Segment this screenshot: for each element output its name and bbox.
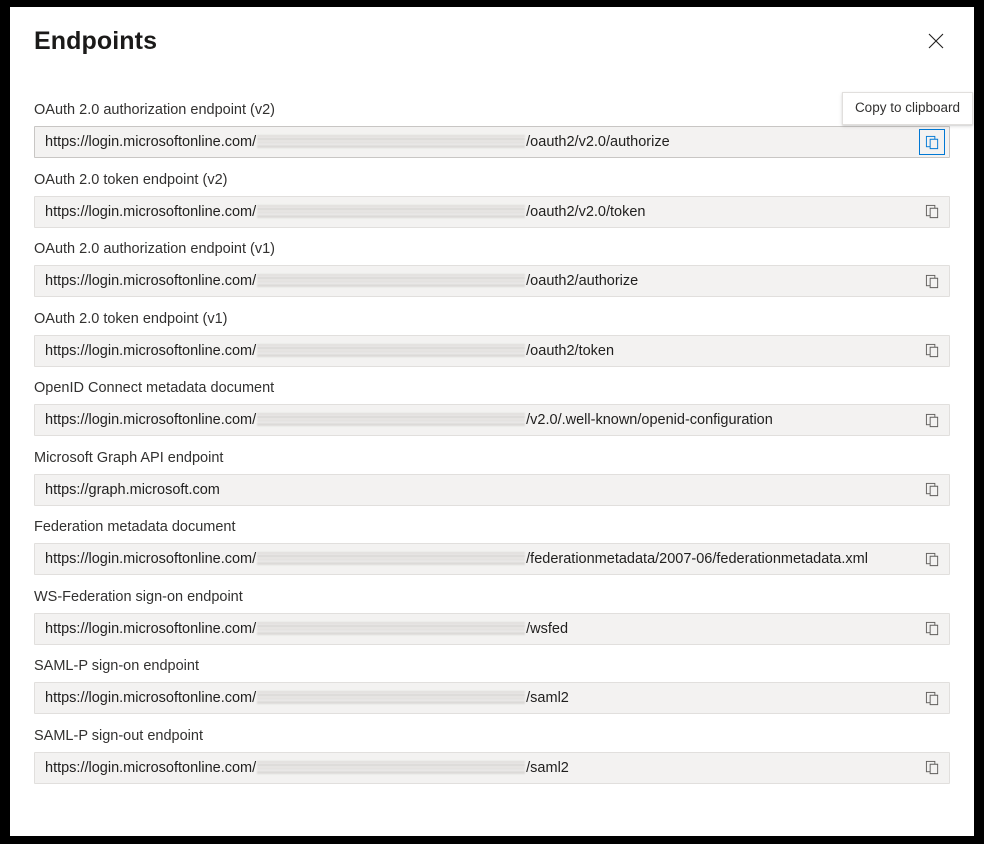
endpoint-row xyxy=(34,474,950,506)
endpoint-url-prefix: https://login.microsoftonline.com/ xyxy=(45,134,257,150)
redacted-tenant-id xyxy=(257,413,525,426)
endpoints-list xyxy=(10,79,974,784)
endpoint-field xyxy=(34,727,950,784)
copy-icon[interactable] xyxy=(919,755,945,781)
endpoint-value[interactable] xyxy=(35,475,949,505)
redacted-tenant-id xyxy=(257,622,525,635)
endpoint-url-prefix: https://login.microsoftonline.com/ xyxy=(45,273,257,289)
endpoint-field xyxy=(34,588,950,645)
redacted-tenant-id xyxy=(257,691,525,704)
endpoint-label: OpenID Connect metadata document xyxy=(34,380,275,396)
endpoint-field xyxy=(34,518,950,575)
endpoint-url-suffix: /wsfed xyxy=(526,620,569,637)
endpoint-url-prefix: https://login.microsoftonline.com/ xyxy=(45,759,257,776)
endpoint-url-suffix: /saml2 xyxy=(526,759,569,776)
endpoint-field xyxy=(34,240,950,297)
redacted-tenant-id xyxy=(257,135,525,148)
endpoint-row xyxy=(34,404,950,436)
endpoint-value[interactable] xyxy=(35,683,949,713)
redacted-tenant-id xyxy=(257,344,525,357)
endpoint-field xyxy=(34,449,950,506)
endpoint-field xyxy=(34,379,950,436)
endpoint-row xyxy=(34,126,950,158)
endpoint-label: OAuth 2.0 token endpoint (v1) xyxy=(34,310,228,327)
endpoint-value[interactable] xyxy=(35,197,949,227)
endpoint-url-suffix: /oauth2/token xyxy=(526,342,615,359)
endpoint-row xyxy=(34,335,950,367)
endpoint-label: OAuth 2.0 token endpoint (v2) xyxy=(34,171,228,188)
endpoint-row xyxy=(34,613,950,645)
copy-icon[interactable] xyxy=(919,199,945,225)
endpoint-url-suffix: /oauth2/v2.0/authorize xyxy=(526,134,670,150)
redacted-tenant-id xyxy=(257,274,525,287)
endpoint-url-prefix: https://login.microsoftonline.com/ xyxy=(45,342,257,359)
endpoint-value[interactable] xyxy=(35,127,949,157)
endpoint-value[interactable] xyxy=(35,614,949,644)
copy-icon[interactable] xyxy=(919,268,945,294)
redacted-tenant-id xyxy=(257,205,525,218)
endpoint-url-prefix: https://login.microsoftonline.com/ xyxy=(45,690,257,706)
endpoint-label: OAuth 2.0 authorization endpoint (v2) xyxy=(34,102,276,118)
endpoint-label: WS-Federation sign-on endpoint xyxy=(34,588,243,605)
close-icon[interactable] xyxy=(920,25,952,57)
redacted-tenant-id xyxy=(257,552,525,565)
endpoint-field xyxy=(34,101,950,158)
endpoint-url-prefix: https://login.microsoftonline.com/ xyxy=(45,412,257,428)
endpoint-value[interactable] xyxy=(35,336,949,366)
copy-icon[interactable] xyxy=(919,407,945,433)
copy-tooltip: Copy to clipboard xyxy=(842,92,973,125)
endpoint-url-prefix: https://login.microsoftonline.com/ xyxy=(45,620,257,637)
copy-icon[interactable] xyxy=(919,616,945,642)
endpoint-field xyxy=(34,310,950,367)
endpoint-value[interactable] xyxy=(35,753,949,783)
endpoint-label: Microsoft Graph API endpoint xyxy=(34,449,224,466)
endpoint-value[interactable] xyxy=(35,266,949,296)
redacted-tenant-id xyxy=(257,761,525,774)
endpoint-value[interactable] xyxy=(35,405,949,435)
endpoint-row xyxy=(34,752,950,784)
endpoint-label: SAML-P sign-on endpoint xyxy=(34,658,199,674)
copy-icon[interactable] xyxy=(919,338,945,364)
endpoint-value[interactable] xyxy=(35,544,949,574)
endpoint-url-prefix: https://login.microsoftonline.com/ xyxy=(45,551,257,567)
endpoint-row xyxy=(34,196,950,228)
endpoint-row xyxy=(34,682,950,714)
copy-icon[interactable] xyxy=(919,685,945,711)
copy-icon[interactable] xyxy=(919,129,945,155)
endpoint-url-prefix: https://graph.microsoft.com xyxy=(45,481,220,498)
endpoint-label: Federation metadata document xyxy=(34,519,236,535)
endpoints-panel xyxy=(10,7,974,836)
endpoint-field xyxy=(34,171,950,228)
endpoint-url-suffix: /oauth2/v2.0/token xyxy=(526,203,646,220)
copy-icon[interactable] xyxy=(919,546,945,572)
endpoint-url-suffix: /federationmetadata/2007-06/federationmetadata.xml xyxy=(526,551,868,567)
endpoint-row xyxy=(34,543,950,575)
endpoint-url-suffix: /oauth2/authorize xyxy=(526,273,639,289)
endpoint-url-suffix: /v2.0/.well-known/openid-configuration xyxy=(526,412,773,428)
endpoint-url-suffix: /saml2 xyxy=(526,690,569,706)
endpoint-field xyxy=(34,657,950,714)
page-title: Endpoints xyxy=(34,27,158,55)
copy-icon[interactable] xyxy=(919,477,945,503)
endpoint-row xyxy=(34,265,950,297)
endpoint-label: SAML-P sign-out endpoint xyxy=(34,727,204,744)
endpoint-label: OAuth 2.0 authorization endpoint (v1) xyxy=(34,241,276,257)
panel-header xyxy=(10,7,974,79)
endpoint-url-prefix: https://login.microsoftonline.com/ xyxy=(45,203,257,220)
